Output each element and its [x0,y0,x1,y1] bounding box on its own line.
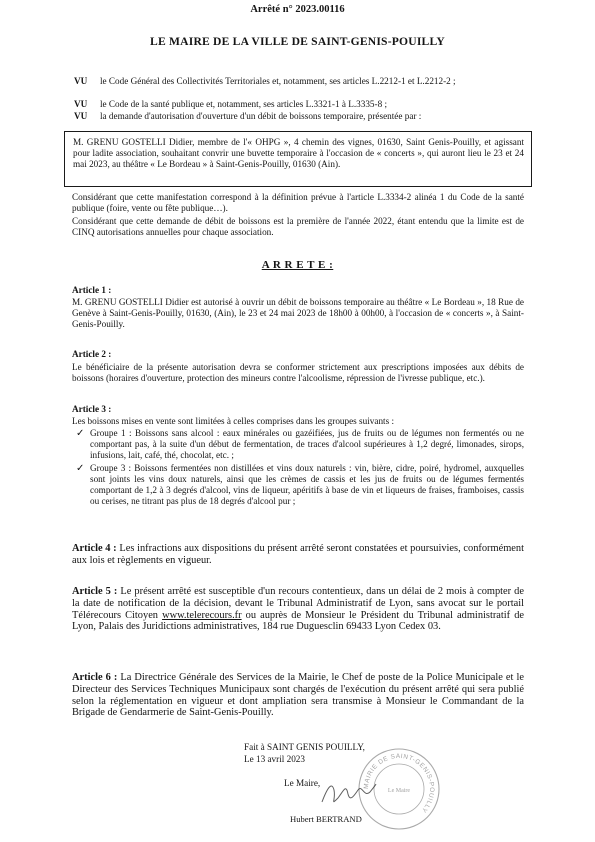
vu-line [74,99,524,110]
stamp-center-text: Le Maire [387,788,411,794]
check-icon: ✓ [76,428,85,439]
stamp-ring-text: MAIRIE DE SAINT-GENIS-POUILLY [362,752,436,814]
article-1-label: Article 1 : [72,285,112,295]
article-5-text: Le présent arrêté est susceptible d'un recours contentieux, dans un délai de 2 mois à compter de la date de notification de la décision, devant le Tribunal Administratif de Lyon, sans avocat sur le portail Télérecours Citoyen [72,586,524,621]
article-4-text: Les infractions aux dispositions du présent arrêté seront constatées et poursuivies, conformément aux lois et règlements en vigueur. [72,543,524,566]
article-5-label: Article 5 : [72,586,118,597]
vu-label: VU [74,111,88,121]
article-6-label: Article 6 : [72,672,118,683]
article-2-text: Le bénéficiaire de la présente autorisation devra se conformer strictement aux prescriptions imposées aux débits de boissons (horaires d'ouverture, protection des mineurs contre l'alcoolisme, répression de l'ivresse publique, etc.). [72,362,524,383]
considerant-2: Considérant que cette demande de débit de boissons est la première de l'année 2022, étant entendu que la limite est de CINQ autorisations annuelles pour chaque association. [72,216,524,237]
article-5 [72,586,524,633]
beverage-group-text: Groupe 3 : Boissons fermentées non distillées et vins doux naturels : vin, bière, cidre, poiré, hydromel, auxquelles sont joints les vins doux naturels, ainsi que les crèmes de cassis et les jus de fruits ou de légumes fermentés comportant de 1,2 à 3 degrés d'alcool, vins de liqueur, apéritifs à base de vin et liqueurs de fraises, framboises, cassis ou cerises, ne titrant pas plus de 18 degrés d'alcool pur ; [90,463,524,506]
signature-place: Fait à SAINT GENIS POUILLY, [244,742,365,752]
article-2-label: Article 2 : [72,349,112,359]
handwritten-signature [318,776,378,810]
arrete-heading: A R R E T E : [261,259,334,271]
signature-role: Le Maire, [284,778,321,788]
telerecours-link[interactable]: www.telerecours.fr [162,609,242,621]
article-1-text: M. GRENU GOSTELLI Didier est autorisé à ouvrir un débit de boissons temporaire au théâtre « Le Bordeau », 18 Rue de Genève à Saint-Genis-Pouilly, 01630, (Ain), le 23 et 24 mai 2023 de 18h00 à 00h00, à l'occasion de « concerts », à Saint-Genis-Pouilly. [72,297,524,329]
article-6-text: La Directrice Générale des Services de la Mairie, le Chef de poste de la Police Municipale et le Directeur des Services Techniques Municipaux sont chargés de l'exécution du présent arrêté qui sera publié selon la réglementation en vigueur et dont ampliation sera transmise à Monsieur le Commandant de la Brigade de Gendarmerie de Saint-Genis-Pouilly. [72,672,524,719]
beverage-group-text: Groupe 1 : Boissons sans alcool : eaux minérales ou gazéifiées, jus de fruits ou de légumes non fermentés ou ne comportant pas, à la suite d'un début de fermentation, de traces d'alcool supérieures à 1,2 degré, limonades, sirops, infusions, lait, café, thé, chocolat, etc. ; [90,428,524,460]
vu-line [74,111,524,122]
vu-text: la demande d'autorisation d'ouverture d'un débit de boissons temporaire, présentée par : [100,111,422,121]
vu-line [74,76,524,87]
beverage-groups-list [72,428,524,507]
applicant-box [64,131,532,187]
article-5-text-end: ou auprès de Monsieur le Président du Tribunal administratif de Lyon, Palais des Juridictions administratives, 184 rue Duguesclin 69433 Lyon Cedex 03. [72,609,524,633]
vu-text: le Code de la santé publique et, notamment, ses articles L.3321-1 à L.3335-8 ; [100,99,388,109]
beverage-group-item [72,463,524,507]
signature-date: Le 13 avril 2023 [244,754,305,764]
vu-label: VU [74,99,88,109]
arrete-number: Arrêté n° 2023.00116 [250,4,345,15]
article-6 [72,672,524,719]
applicant-text: M. GRENU GOSTELLI Didier, membre de l'« OHPG », 4 chemin des vignes, 01630, Saint Genis-Pouilly, et agissant pour ladite association, souhaitant convrir une buvette temporaire à l'occasion de « concerts », qui auront lieu le 23 et 24 mai 2023, au théâtre « Le Bordeau » à Saint-Genis-Pouilly, 01630 (Ain). [73,137,524,169]
vu-text: le Code Général des Collectivités Territoriales et, notamment, ses articles L.2212-1 et L.2212-2 ; [100,76,456,86]
mayor-name: Hubert BERTRAND [290,814,362,824]
vu-label: VU [74,76,88,86]
article-4 [72,543,524,567]
article-3-intro: Les boissons mises en vente sont limitées à celles comprises dans les groupes suivants : [72,416,395,426]
considerant-1: Considérant que cette manifestation correspond à la définition prévue à l'article L.3334-2 alinéa 1 du Code de la santé publique (foire, vente ou fête publique…). [72,192,524,213]
mayor-title: LE MAIRE DE LA VILLE DE SAINT-GENIS-POUILLY [150,35,445,48]
article-4-label: Article 4 : [72,543,117,554]
article-3-label: Article 3 : [72,404,112,414]
beverage-group-item [72,428,524,461]
check-icon: ✓ [76,463,85,474]
